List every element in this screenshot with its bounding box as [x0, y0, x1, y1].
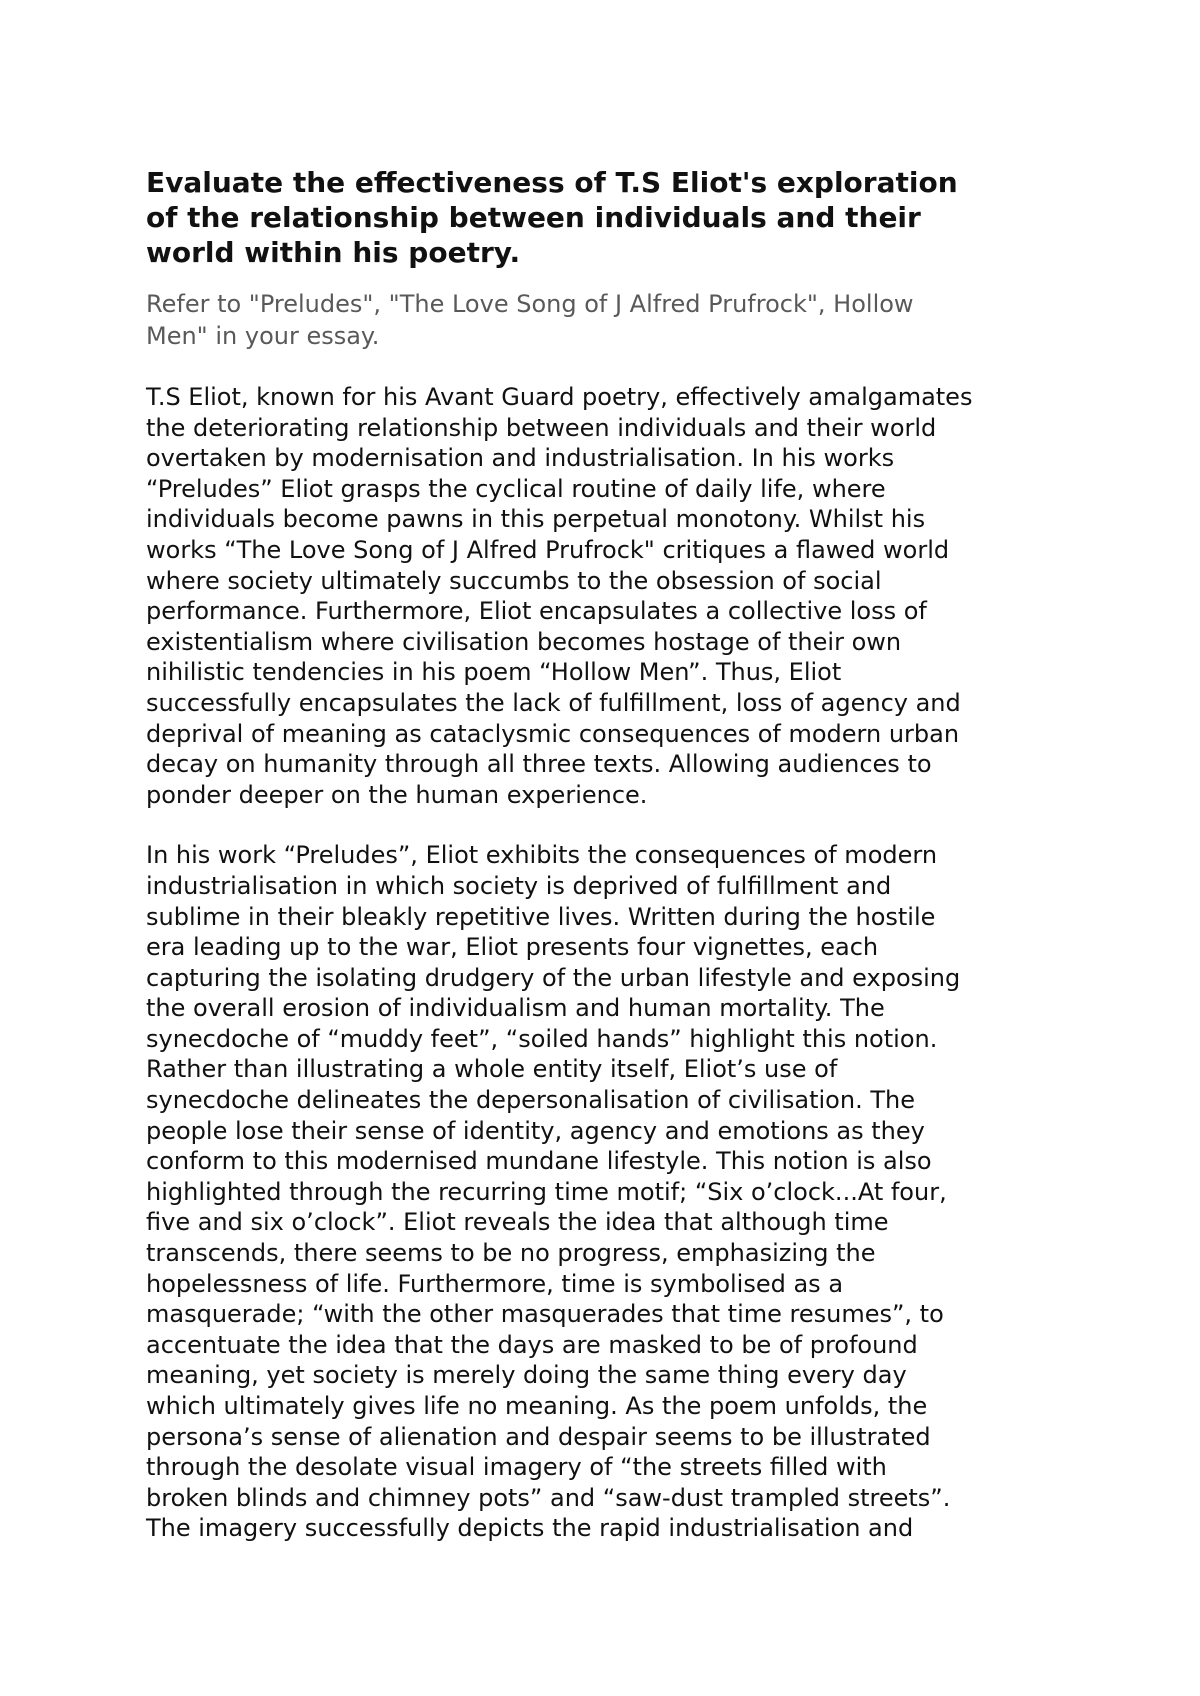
paragraph-line: Rather than illustrating a whole entity itself, Eliot’s use of: [146, 1055, 838, 1084]
essay-subtitle-line: Men" in your essay.: [146, 322, 380, 350]
paragraph-line: decay on humanity through all three texts. Allowing audiences to: [146, 750, 932, 779]
essay-title-line: world within his poetry.: [146, 236, 521, 269]
paragraph-line: meaning, yet society is merely doing the same thing every day: [146, 1361, 907, 1390]
paragraph-line: sublime in their bleakly repetitive lives. Written during the hostile: [146, 902, 936, 931]
paragraph-line: In his work “Preludes”, Eliot exhibits the consequences of modern: [146, 841, 938, 870]
paragraph-line: where society ultimately succumbs to the obsession of social: [146, 566, 882, 595]
paragraph-line: broken blinds and chimney pots” and “saw-dust trampled streets”.: [146, 1483, 951, 1512]
paragraph-line: era leading up to the war, Eliot presents four vignettes, each: [146, 933, 879, 962]
paragraph-line: successfully encapsulates the lack of fulfillment, loss of agency and: [146, 688, 961, 717]
paragraph-line: nihilistic tendencies in his poem “Hollow Men”. Thus, Eliot: [146, 658, 842, 687]
paragraph-line: industrialisation in which society is deprived of fulfillment and: [146, 871, 892, 900]
paragraph-line: existentialism where civilisation becomes hostage of their own: [146, 627, 902, 656]
paragraph-line: accentuate the idea that the days are masked to be of profound: [146, 1330, 918, 1359]
paragraph-line: hopelessness of life. Furthermore, time is symbolised as a: [146, 1269, 844, 1298]
paragraph-line: works “The Love Song of J Alfred Prufrock" critiques a flawed world: [146, 535, 950, 564]
essay-title: [146, 165, 1076, 270]
paragraph-line: five and six o’clock”. Eliot reveals the idea that although time: [146, 1208, 889, 1237]
essay-title-line: of the relationship between individuals and their: [146, 201, 921, 234]
paragraph-line: performance. Furthermore, Eliot encapsulates a collective loss of: [146, 597, 927, 626]
essay-subtitle: [146, 288, 1076, 352]
paragraph-line: the overall erosion of individualism and human mortality. The: [146, 994, 885, 1023]
document-page: [146, 165, 1076, 1544]
paragraph-line: people lose their sense of identity, agency and emotions as they: [146, 1116, 925, 1145]
paragraph-line: transcends, there seems to be no progress, emphasizing the: [146, 1239, 876, 1268]
paragraph-line: which ultimately gives life no meaning. As the poem unfolds, the: [146, 1392, 928, 1420]
paragraph-line: deprival of meaning as cataclysmic consequences of modern urban: [146, 719, 960, 748]
paragraph-line: persona’s sense of alienation and despair seems to be illustrated: [146, 1422, 931, 1451]
paragraph-line: individuals become pawns in this perpetual monotony. Whilst his: [146, 505, 926, 534]
paragraph-line: synecdoche delineates the depersonalisation of civilisation. The: [146, 1086, 915, 1115]
paragraph-line: T.S Eliot, known for his Avant Guard poetry, effectively amalgamates: [146, 383, 973, 411]
paragraph-line: highlighted through the recurring time motif; “Six o’clock...At four,: [146, 1177, 947, 1206]
paragraph-line: capturing the isolating drudgery of the urban lifestyle and exposing: [146, 963, 961, 992]
paragraph-line: the deteriorating relationship between individuals and their world: [146, 413, 937, 442]
introduction-paragraph: [146, 382, 1076, 810]
paragraph-line: masquerade; “with the other masquerades that time resumes”, to: [146, 1300, 944, 1329]
essay-subtitle-line: Refer to "Preludes", "The Love Song of J Alfred Prufrock", Hollow: [146, 290, 914, 318]
paragraph-line: overtaken by modernisation and industrialisation. In his works: [146, 444, 895, 473]
body-paragraph-preludes: [146, 840, 1076, 1544]
paragraph-line: ponder deeper on the human experience.: [146, 780, 648, 809]
essay-title-line: Evaluate the effectiveness of T.S Eliot's exploration: [146, 166, 958, 199]
paragraph-line: “Preludes” Eliot grasps the cyclical routine of daily life, where: [146, 474, 886, 503]
paragraph-line: through the desolate visual imagery of “the streets filled with: [146, 1453, 887, 1482]
paragraph-line: The imagery successfully depicts the rapid industrialisation and: [146, 1514, 914, 1543]
paragraph-line: conform to this modernised mundane lifestyle. This notion is also: [146, 1147, 932, 1176]
paragraph-line: synecdoche of “muddy feet”, “soiled hands” highlight this notion.: [146, 1024, 938, 1053]
